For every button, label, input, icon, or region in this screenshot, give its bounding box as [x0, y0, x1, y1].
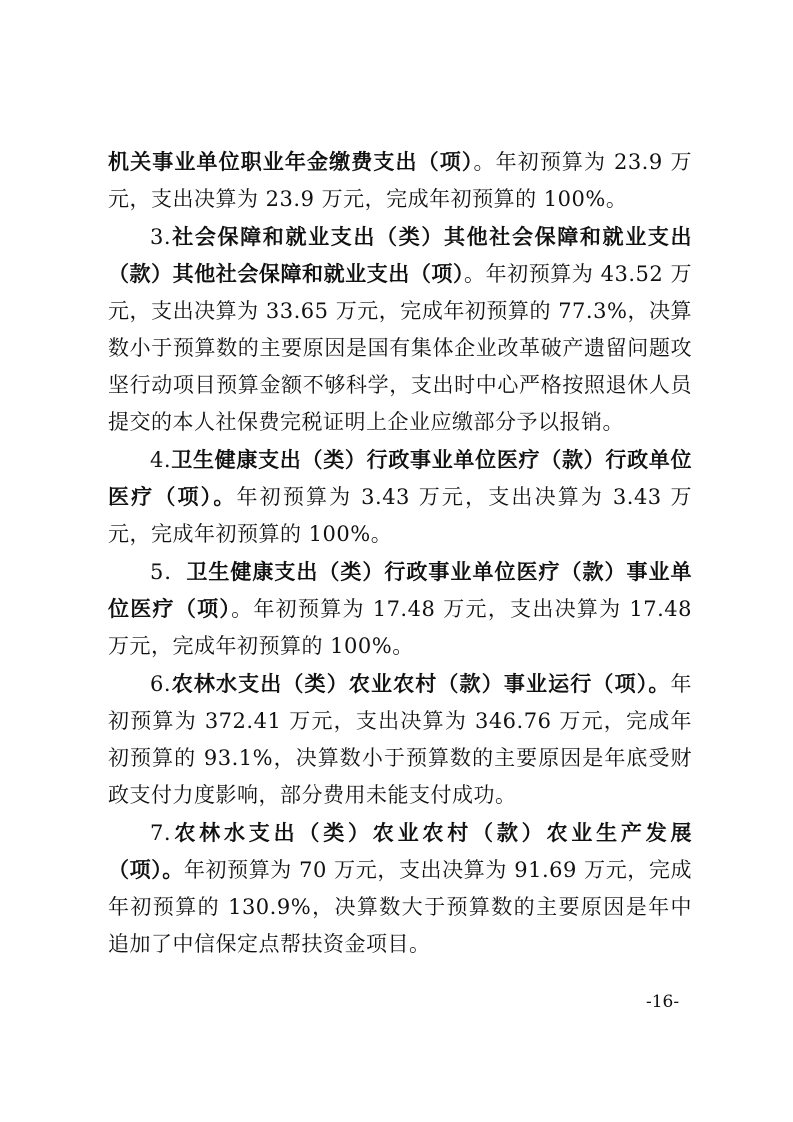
- paragraph-heading: 农林水支出（类）农业农村（款）农业生产发展（项）。: [108, 821, 692, 882]
- page-number: -16-: [646, 992, 680, 1012]
- paragraph-5: [108, 554, 692, 665]
- paragraph-text: 。年初预算为 17.48 万元，支出决算为 17.48 万元，完成年初预算的 100%。: [108, 597, 693, 658]
- paragraph-heading: 卫生健康支出（类）行政事业单位医疗（款）行政单位医疗（项）。: [108, 448, 692, 509]
- paragraph-number: 3.: [150, 225, 172, 249]
- paragraph-7: [108, 815, 692, 963]
- paragraph-number: 4.: [150, 448, 172, 472]
- paragraph-heading: 社会保障和就业支出（类）其他社会保障和就业支出（款）其他社会保障和就业支出（项）: [108, 225, 692, 286]
- paragraph-text: 。年初预算为 43.52 万元，支出决算为 33.65 万元，完成年初预算的 77.3%，决算数小于预算数的主要原因是国有集体企业改革破产遗留问题攻坚行动项目预算金额不够科学，支出时中心严格按照退休人员提交的本人社保费完税证明上企业应缴部分予以报销。: [108, 262, 693, 434]
- paragraph-text: 年初预算为 3.43 万元，支出决算为 3.43 万元，完成年初预算的 100%。: [108, 485, 693, 546]
- paragraph-3: [108, 219, 692, 441]
- document-body: [108, 144, 692, 963]
- paragraph-2-continued: [108, 144, 692, 218]
- paragraph-6: [108, 666, 692, 814]
- paragraph-number: 5．: [150, 560, 187, 584]
- paragraph-text: 。年初预算为 23.9 万元，支出决算为 23.9 万元，完成年初预算的 100%。: [108, 150, 693, 211]
- paragraph-heading: 机关事业单位职业年金缴费支出（项）: [108, 150, 474, 174]
- paragraph-heading: 卫生健康支出（类）行政事业单位医疗（款）事业单位医疗（项）: [108, 560, 692, 621]
- paragraph-number: 6.: [150, 672, 172, 696]
- paragraph-text: 年初预算为 70 万元，支出决算为 91.69 万元，完成年初预算的 130.9%，决算数大于预算数的主要原因是年中追加了中信保定点帮扶资金项目。: [108, 858, 693, 956]
- paragraph-number: 7.: [150, 821, 172, 845]
- paragraph-4: [108, 442, 692, 553]
- paragraph-text: 年初预算为 372.41 万元，支出决算为 346.76 万元，完成年初预算的 93.1%，决算数小于预算数的主要原因是年底受财政支付力度影响，部分费用未能支付成功。: [108, 672, 692, 807]
- paragraph-heading: 农林水支出（类）农业农村（款）事业运行（项）。: [171, 672, 671, 696]
